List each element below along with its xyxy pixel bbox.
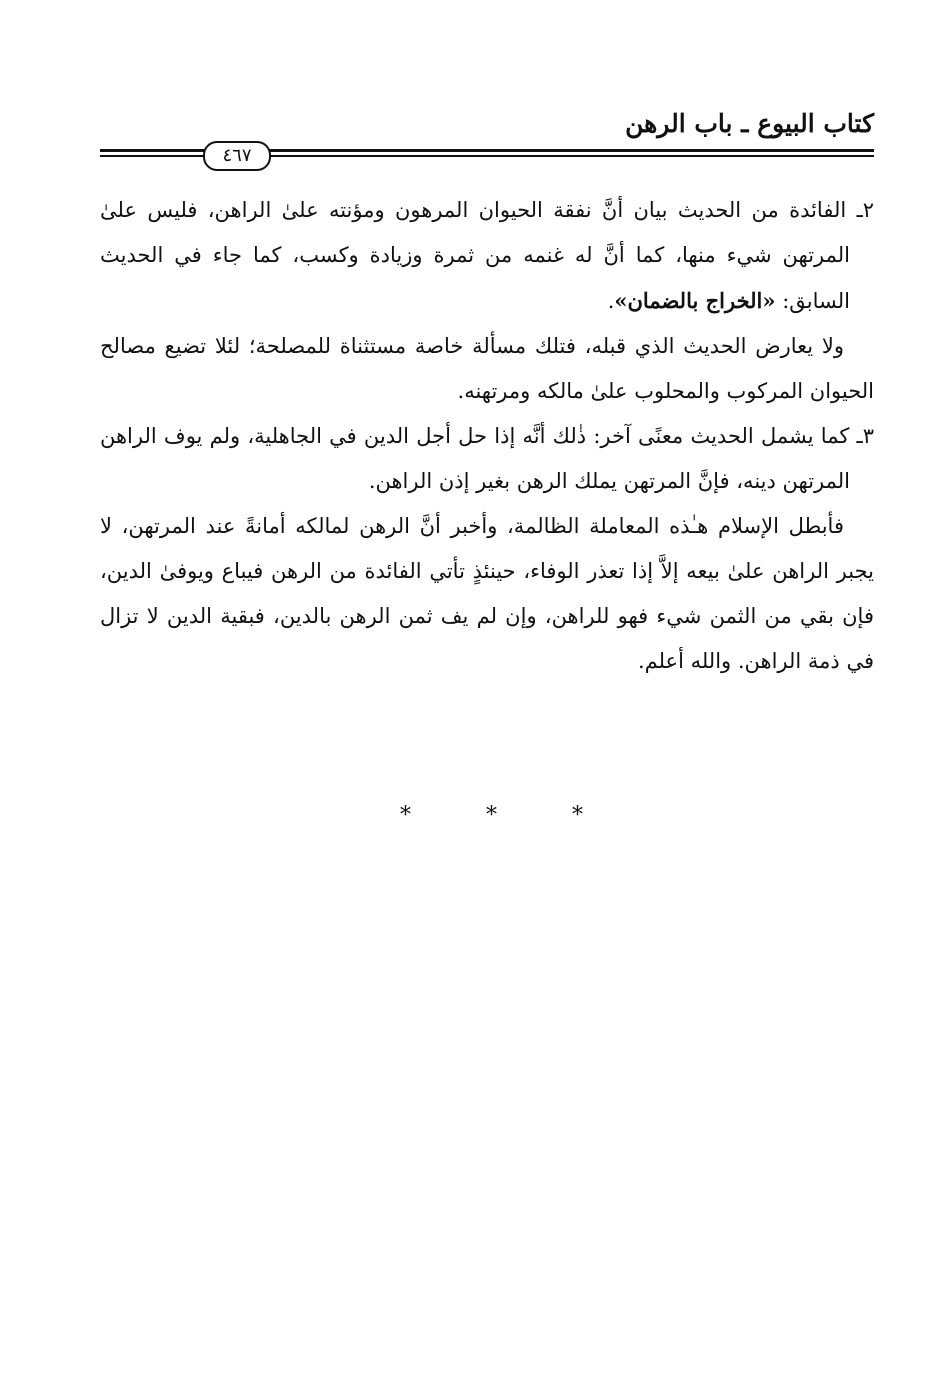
- hadith-quote: «الخراج بالضمان»: [614, 288, 776, 313]
- section-separator: * * *: [400, 803, 617, 828]
- paragraph-item-2: [100, 188, 874, 324]
- header-rule: [100, 141, 874, 169]
- page-number: ٤٦٧: [203, 141, 271, 171]
- body-text: [100, 188, 874, 684]
- paragraph-text: الفائدة من الحديث بيان أنَّ نفقة الحيوان المرهون ومؤنته علىٰ الراهن، فليس علىٰ المرتهن شيء منها، كما أنَّ له غنمه من ثمرة وزيادة وكسب، كما جاء في الحديث السابق:: [100, 198, 850, 313]
- item-number: ٣ـ: [856, 424, 874, 448]
- running-title: كتاب البيوع ـ باب الرهن: [625, 109, 874, 138]
- paragraph-text-end: .: [607, 289, 615, 313]
- item-number: ٢ـ: [856, 198, 874, 222]
- paragraph-item-3: [100, 414, 874, 504]
- paragraph-no-conflict: ولا يعارض الحديث الذي قبله، فتلك مسألة خاصة مستثناة للمصلحة؛ لئلا تضيع مصالح الحيوان المركوب والمحلوب علىٰ مالكه ومرتهنه.: [100, 334, 874, 403]
- paragraph-text: كما يشمل الحديث معنًى آخر: ذٰلك أنَّه إذا حل أجل الدين في الجاهلية، ولم يوف الراهن المرتهن دينه، فإنَّ المرتهن يملك الرهن بغير إذن الراهن.: [100, 424, 850, 493]
- paragraph-islam-abolished: فأبطل الإسلام هـٰذه المعاملة الظالمة، وأخبر أنَّ الرهن لمالكه أمانةً عند المرتهن، لا يجبر الراهن علىٰ بيعه إلاَّ إذا تعذر الوفاء، حينئذٍ تأتي الفائدة من الرهن فيباع ويوفىٰ الدين، فإن بقي من الثمن شيء فهو للراهن، وإن لم يف ثمن الرهن بالدين، فبقية الدين لا تزال في ذمة الراهن. والله أعلم.: [100, 514, 874, 673]
